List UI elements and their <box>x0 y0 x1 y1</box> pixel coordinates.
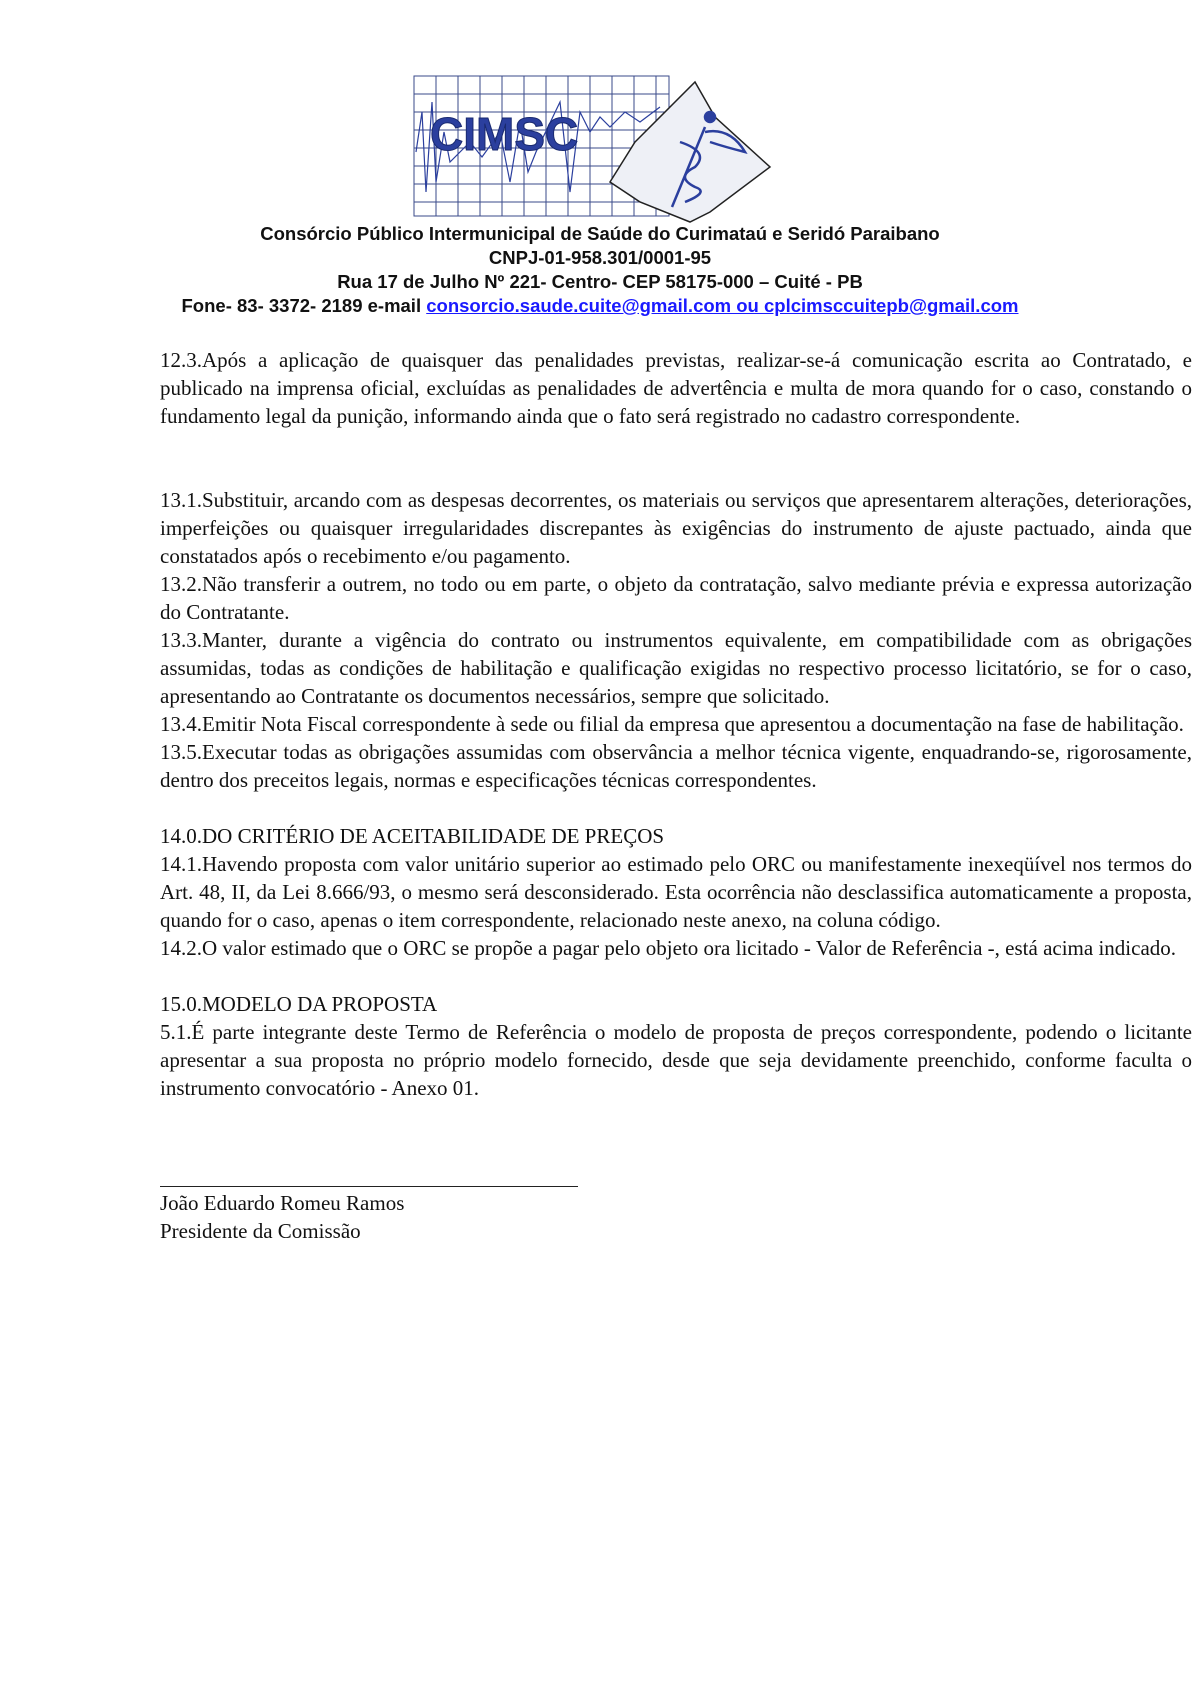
clause-13-3: 13.3.Manter, durante a vigência do contrato ou instrumentos equivalente, em compatibilidade com as obrigações assumidas, todas as condições de habilitação e qualificação exigidas no respectivo processo licitatório, se for o caso, apresentando ao Contratante os documentos necessários, sempre que solicitado. <box>160 628 1192 708</box>
phone: Fone- 83- 3372- 2189 e-mail <box>181 295 427 316</box>
clause-13-1: 13.1.Substituir, arcando com as despesas decorrentes, os materiais ou serviços que apresentarem alterações, deteriorações, imperfeições ou quaisquer irregularidades discrepantes às exigências do instrumento de ajuste pactuado, ainda que constatados após o recebimento e/ou pagamento. <box>160 488 1192 568</box>
clause-14-2: 14.2.O valor estimado que o ORC se propõe a pagar pelo objeto ora licitado - Valor de Referência -, está acima indicado. <box>160 936 1177 960</box>
clause-12-3: 12.3.Após a aplicação de quaisquer das penalidades previstas, realizar-se-á comunicação escrita ao Contratado, e publicado na imprensa oficial, excluídas as penalidades de advertência e multa de mora quando for o caso, constando o fundamento legal da punição, informando ainda que o fato será registrado no cadastro correspondente. <box>160 348 1192 428</box>
section-14-heading: 14.0.DO CRITÉRIO DE ACEITABILIDADE DE PREÇOS <box>160 824 665 848</box>
cnpj: CNPJ-01-958.301/0001-95 <box>488 247 712 268</box>
signatory-title: Presidente da Comissão <box>160 1219 361 1243</box>
letterhead <box>0 222 1200 318</box>
contact-line <box>0 294 1200 318</box>
clause-13-4: 13.4.Emitir Nota Fiscal correspondente à sede ou filial da empresa que apresentou a documentação na fase de habilitação. <box>160 712 1184 736</box>
clause-13-5: 13.5.Executar todas as obrigações assumidas com observância a melhor técnica vigente, enquadrando-se, rigorosamente, dentro dos preceitos legais, normas e especificações técnicas correspondentes. <box>160 740 1192 792</box>
section-15-heading: 15.0.MODELO DA PROPOSTA <box>160 992 438 1016</box>
email-links[interactable]: consorcio.saude.cuite@gmail.com ou cplcimsccuitepb@gmail.com <box>426 295 1019 316</box>
signature-line <box>160 1186 578 1187</box>
org-name: Consórcio Público Intermunicipal de Saúde do Curimataú e Seridó Paraibano <box>260 223 940 244</box>
clause-14-1: 14.1.Havendo proposta com valor unitário superior ao estimado pelo ORC ou manifestamente inexeqüível nos termos do Art. 48, II, da Lei 8.666/93, o mesmo será desconsiderado. Esta ocorrência não desclassifica automaticamente a proposta, quando for o caso, apenas o item correspondente, relacionado neste anexo, na coluna código. <box>160 852 1192 932</box>
clause-5-1: 5.1.É parte integrante deste Termo de Referência o modelo de proposta de preços correspondente, podendo o licitante apresentar a sua proposta no próprio modelo fornecido, desde que seja devidamente preenchido, conforme faculta o instrumento convocatório - Anexo 01. <box>160 1020 1192 1100</box>
cimsc-logo <box>410 72 782 224</box>
document-body <box>160 346 1192 1245</box>
address: Rua 17 de Julho Nº 221- Centro- CEP 58175-000 – Cuité - PB <box>337 271 863 292</box>
signatory-name: João Eduardo Romeu Ramos <box>160 1191 405 1215</box>
logo-text: CIMSC <box>430 108 579 160</box>
clause-13-2: 13.2.Não transferir a outrem, no todo ou em parte, o objeto da contratação, salvo mediante prévia e expressa autorização do Contratante. <box>160 572 1192 624</box>
